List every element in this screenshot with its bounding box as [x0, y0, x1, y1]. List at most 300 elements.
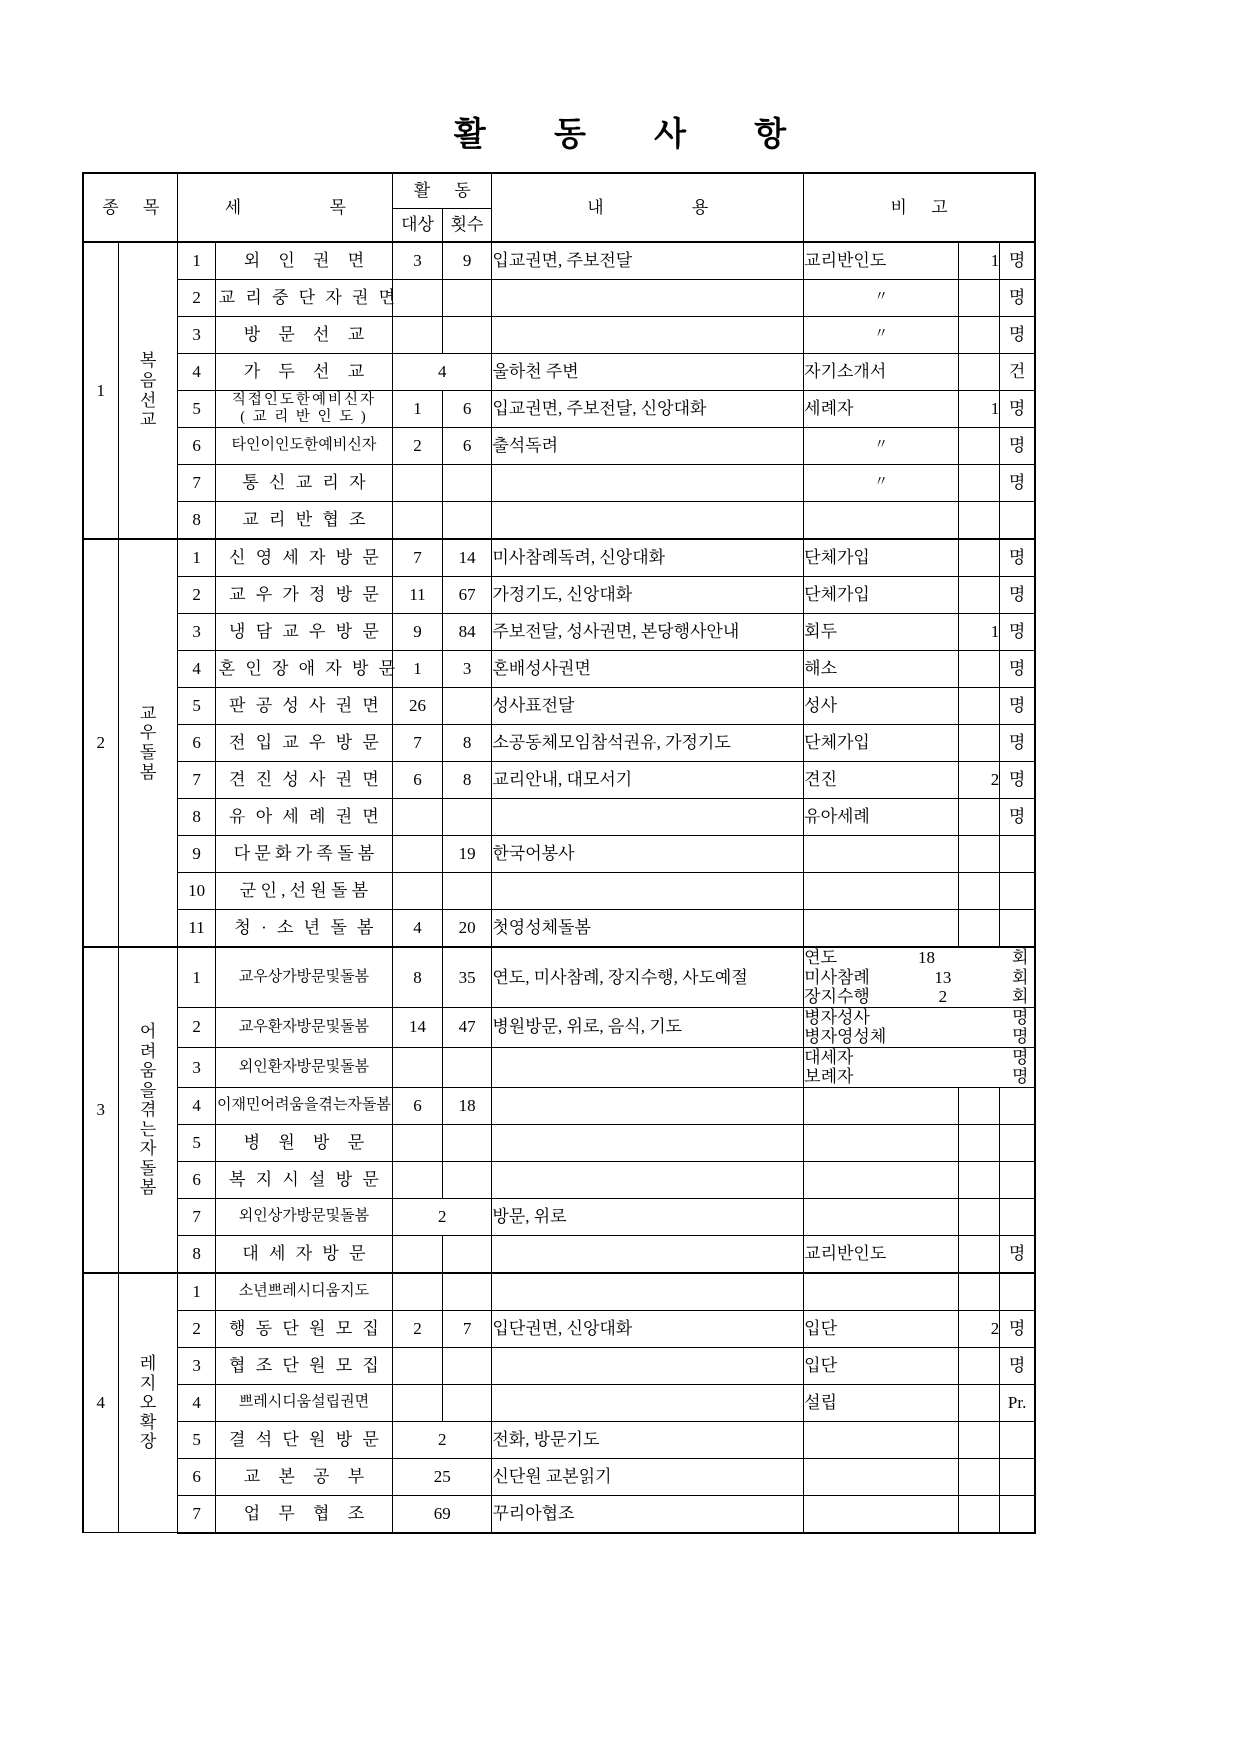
- row-number: 1: [178, 539, 215, 577]
- table-row: [83, 836, 1035, 873]
- row-content: 가정기도, 신앙대화: [492, 577, 804, 614]
- row-number: 2: [178, 1310, 215, 1347]
- table-row: [83, 1235, 1035, 1273]
- row-activity-target: [393, 280, 443, 317]
- row-remarks: 대세자 명 보례자 명: [804, 1047, 1035, 1087]
- row-content: 신단원 교본읽기: [492, 1458, 804, 1495]
- row-remarks-label: 세례자: [804, 391, 959, 428]
- row-remarks-unit: [1000, 502, 1035, 540]
- row-activity-count: [442, 1047, 492, 1087]
- row-remarks-unit: 명: [1000, 799, 1035, 836]
- row-remarks-label: 성사: [804, 688, 959, 725]
- row-activity-target: 7: [393, 539, 443, 577]
- table-row: [83, 1421, 1035, 1458]
- row-activity-count: 20: [442, 910, 492, 948]
- table-row: [83, 1347, 1035, 1384]
- row-number: 5: [178, 1124, 215, 1161]
- row-number: 5: [178, 391, 215, 428]
- row-remarks-label: [804, 1458, 959, 1495]
- row-content: 전화, 방문기도: [492, 1421, 804, 1458]
- row-item: 행 동 단 원 모 집: [215, 1310, 393, 1347]
- row-item: 외인상가방문및돌봄: [215, 1198, 393, 1235]
- row-activity-target: 1: [393, 651, 443, 688]
- row-item: 신 영 세 자 방 문: [215, 539, 393, 577]
- row-content: [492, 1273, 804, 1311]
- row-content: 입단권면, 신앙대화: [492, 1310, 804, 1347]
- row-remarks-number: [959, 1198, 1000, 1235]
- row-remarks-number: [959, 1384, 1000, 1421]
- row-remarks-label: 입단: [804, 1310, 959, 1347]
- row-activity-target: [393, 799, 443, 836]
- row-item: 교 본 공 부: [215, 1458, 393, 1495]
- row-activity-count: 35: [442, 947, 492, 1007]
- row-item: 복 지 시 설 방 문: [215, 1161, 393, 1198]
- row-content: [492, 1384, 804, 1421]
- table-row: [83, 1047, 1035, 1087]
- table-row: [83, 1495, 1035, 1533]
- row-remarks-number: [959, 1495, 1000, 1533]
- row-activity-count: [442, 502, 492, 540]
- row-number: 8: [178, 502, 215, 540]
- row-content: [492, 280, 804, 317]
- row-remarks-number: 1: [959, 391, 1000, 428]
- table-row: [83, 242, 1035, 280]
- table-row: [83, 1310, 1035, 1347]
- header-subitem: 세 목: [178, 173, 393, 242]
- row-item: 냉 담 교 우 방 문: [215, 614, 393, 651]
- row-item: 협 조 단 원 모 집: [215, 1347, 393, 1384]
- table-row: [83, 799, 1035, 836]
- row-activity-count: [442, 799, 492, 836]
- row-item: 병 원 방 문: [215, 1124, 393, 1161]
- row-content: [492, 502, 804, 540]
- table-row: [83, 1198, 1035, 1235]
- table-row: [83, 539, 1035, 577]
- row-remarks-number: [959, 502, 1000, 540]
- row-content: 입교권면, 주보전달, 신앙대화: [492, 391, 804, 428]
- row-activity-count: [442, 465, 492, 502]
- row-activity-target: [393, 317, 443, 354]
- row-activity-target: 8: [393, 947, 443, 1007]
- row-activity-count: 14: [442, 539, 492, 577]
- table-row: [83, 1273, 1035, 1311]
- row-remarks-unit: 명: [1000, 1235, 1035, 1273]
- row-activity-target: 4: [393, 910, 443, 948]
- section-name: 교 우 돌 봄: [118, 539, 178, 947]
- row-content: 연도, 미사참례, 장지수행, 사도예절: [492, 947, 804, 1007]
- row-activity-total: 2: [393, 1421, 492, 1458]
- row-remarks-label: [804, 1124, 959, 1161]
- row-remarks-number: 1: [959, 614, 1000, 651]
- row-number: 8: [178, 1235, 215, 1273]
- row-remarks-unit: 명: [1000, 539, 1035, 577]
- row-remarks: 연도 18 회 미사참례 13 회 장지수행 2 회: [804, 947, 1035, 1007]
- row-content: 교리안내, 대모서기: [492, 762, 804, 799]
- row-number: 6: [178, 1161, 215, 1198]
- row-remarks-number: [959, 354, 1000, 391]
- row-content: 방문, 위로: [492, 1198, 804, 1235]
- row-remarks-number: [959, 799, 1000, 836]
- row-item: 외 인 권 면: [215, 242, 393, 280]
- row-activity-total: 4: [393, 354, 492, 391]
- header-activity: 활 동: [393, 173, 492, 209]
- row-item: 방 문 선 교: [215, 317, 393, 354]
- row-number: 6: [178, 1458, 215, 1495]
- row-number: 4: [178, 1087, 215, 1124]
- row-item: 쁘레시디움설립권면: [215, 1384, 393, 1421]
- row-remarks-unit: 명: [1000, 762, 1035, 799]
- row-item: 업 무 협 조: [215, 1495, 393, 1533]
- row-content: [492, 1124, 804, 1161]
- row-remarks-label: [804, 1495, 959, 1533]
- table-row: [83, 651, 1035, 688]
- row-activity-target: 14: [393, 1007, 443, 1047]
- row-remarks-label: 회두: [804, 614, 959, 651]
- row-remarks-unit: Pr.: [1000, 1384, 1035, 1421]
- table-row: [83, 391, 1035, 428]
- row-item: 청 · 소 년 돌 봄: [215, 910, 393, 948]
- row-item: 대 세 자 방 문: [215, 1235, 393, 1273]
- row-content: 울하천 주변: [492, 354, 804, 391]
- row-remarks-unit: 명: [1000, 1310, 1035, 1347]
- row-remarks-label: [804, 836, 959, 873]
- table-row: [83, 1007, 1035, 1047]
- row-content: [492, 1087, 804, 1124]
- row-remarks-label: [804, 502, 959, 540]
- row-item: 타인이인도한예비신자: [215, 428, 393, 465]
- row-activity-target: [393, 1161, 443, 1198]
- row-item: 통 신 교 리 자: [215, 465, 393, 502]
- row-activity-target: [393, 465, 443, 502]
- row-remarks-number: [959, 836, 1000, 873]
- row-remarks-number: [959, 1235, 1000, 1273]
- table-row: [83, 725, 1035, 762]
- row-remarks-label: 〃: [804, 280, 959, 317]
- row-content: 소공동체모임참석권유, 가정기도: [492, 725, 804, 762]
- row-number: 2: [178, 280, 215, 317]
- row-remarks-unit: 명: [1000, 577, 1035, 614]
- row-activity-target: 9: [393, 614, 443, 651]
- row-number: 8: [178, 799, 215, 836]
- row-content: 성사표전달: [492, 688, 804, 725]
- row-remarks-label: 단체가입: [804, 539, 959, 577]
- row-remarks: 병자성사 명 병자영성체 명: [804, 1007, 1035, 1047]
- row-activity-target: 1: [393, 391, 443, 428]
- row-activity-target: [393, 1347, 443, 1384]
- row-remarks-unit: 명: [1000, 465, 1035, 502]
- row-remarks-unit: [1000, 910, 1035, 948]
- row-activity-count: [442, 1384, 492, 1421]
- row-remarks-label: 견진: [804, 762, 959, 799]
- row-content: 첫영성체돌봄: [492, 910, 804, 948]
- row-number: 5: [178, 688, 215, 725]
- page-title: 활 동 사 항: [453, 117, 817, 153]
- table-row: [83, 1087, 1035, 1124]
- row-remarks-unit: [1000, 1198, 1035, 1235]
- row-activity-target: 7: [393, 725, 443, 762]
- row-content: [492, 1047, 804, 1087]
- row-remarks-number: [959, 910, 1000, 948]
- table-row: [83, 502, 1035, 540]
- row-number: 4: [178, 651, 215, 688]
- row-remarks-unit: [1000, 836, 1035, 873]
- table-row: [83, 465, 1035, 502]
- table-row: [83, 280, 1035, 317]
- row-remarks-label: 입단: [804, 1347, 959, 1384]
- row-activity-count: 84: [442, 614, 492, 651]
- row-remarks-unit: 명: [1000, 242, 1035, 280]
- row-remarks-label: 교리반인도: [804, 1235, 959, 1273]
- row-activity-target: [393, 1235, 443, 1273]
- row-number: 3: [178, 1047, 215, 1087]
- row-activity-count: 19: [442, 836, 492, 873]
- row-number: 1: [178, 242, 215, 280]
- row-remarks-number: 2: [959, 762, 1000, 799]
- row-remarks-label: [804, 1421, 959, 1458]
- row-activity-count: 8: [442, 725, 492, 762]
- row-activity-count: 3: [442, 651, 492, 688]
- row-remarks-label: [804, 1273, 959, 1311]
- row-item: 교우환자방문및돌봄: [215, 1007, 393, 1047]
- row-activity-count: [442, 873, 492, 910]
- row-activity-count: 8: [442, 762, 492, 799]
- row-activity-count: [442, 1235, 492, 1273]
- header-category: 종 목: [83, 173, 178, 242]
- row-content: 입교권면, 주보전달: [492, 242, 804, 280]
- row-activity-count: 67: [442, 577, 492, 614]
- row-activity-count: 6: [442, 428, 492, 465]
- row-content: 출석독려: [492, 428, 804, 465]
- row-item: 다 문 화 가 족 돌 봄: [215, 836, 393, 873]
- row-remarks-number: [959, 1161, 1000, 1198]
- row-activity-target: 2: [393, 1310, 443, 1347]
- row-remarks-unit: 건: [1000, 354, 1035, 391]
- row-activity-target: 6: [393, 1087, 443, 1124]
- row-number: 3: [178, 1347, 215, 1384]
- row-remarks-number: 2: [959, 1310, 1000, 1347]
- row-item: 혼 인 장 애 자 방 문: [215, 651, 393, 688]
- row-activity-target: [393, 1273, 443, 1311]
- row-item: 소년쁘레시디움지도: [215, 1273, 393, 1311]
- row-remarks-label: [804, 873, 959, 910]
- row-activity-count: 18: [442, 1087, 492, 1124]
- row-remarks-label: 단체가입: [804, 577, 959, 614]
- row-number: 4: [178, 1384, 215, 1421]
- row-activity-count: 47: [442, 1007, 492, 1047]
- row-remarks-unit: [1000, 1421, 1035, 1458]
- row-remarks-number: [959, 688, 1000, 725]
- row-activity-target: [393, 836, 443, 873]
- table-row: [83, 1161, 1035, 1198]
- row-remarks-unit: 명: [1000, 651, 1035, 688]
- row-remarks-number: [959, 725, 1000, 762]
- row-item: 직접인도한예비신자 ( 교 리 반 인 도 ): [215, 391, 393, 428]
- activity-table: [82, 172, 1036, 1534]
- row-activity-count: [442, 1124, 492, 1161]
- row-remarks-number: [959, 577, 1000, 614]
- row-activity-count: 7: [442, 1310, 492, 1347]
- table-row: [83, 577, 1035, 614]
- row-activity-total: 69: [393, 1495, 492, 1533]
- row-remarks-unit: 명: [1000, 317, 1035, 354]
- row-remarks-unit: 명: [1000, 725, 1035, 762]
- row-number: 6: [178, 725, 215, 762]
- row-content: [492, 465, 804, 502]
- row-remarks-number: [959, 539, 1000, 577]
- section-number: 3: [83, 947, 118, 1273]
- header-activity-target: 대상: [393, 209, 443, 243]
- section-number: 4: [83, 1273, 118, 1533]
- header-remarks: 비 고: [804, 173, 1035, 242]
- row-remarks-label: 자기소개서: [804, 354, 959, 391]
- row-activity-target: [393, 1124, 443, 1161]
- row-activity-target: 6: [393, 762, 443, 799]
- row-remarks-number: [959, 1458, 1000, 1495]
- row-remarks-unit: 명: [1000, 688, 1035, 725]
- row-remarks-label: 〃: [804, 428, 959, 465]
- row-number: 11: [178, 910, 215, 948]
- row-number: 2: [178, 577, 215, 614]
- row-content: 꾸리아협조: [492, 1495, 804, 1533]
- row-item: 유 아 세 례 권 면: [215, 799, 393, 836]
- row-content: [492, 873, 804, 910]
- table-row: [83, 317, 1035, 354]
- row-number: 7: [178, 465, 215, 502]
- row-remarks-number: [959, 465, 1000, 502]
- row-remarks-number: [959, 651, 1000, 688]
- row-content: 주보전달, 성사권면, 본당행사안내: [492, 614, 804, 651]
- row-content: [492, 1347, 804, 1384]
- table-row: [83, 873, 1035, 910]
- row-content: [492, 317, 804, 354]
- row-remarks-number: [959, 873, 1000, 910]
- row-remarks-label: 단체가입: [804, 725, 959, 762]
- row-remarks-unit: 명: [1000, 428, 1035, 465]
- row-remarks-label: 설립: [804, 1384, 959, 1421]
- row-activity-target: 3: [393, 242, 443, 280]
- row-remarks-label: [804, 910, 959, 948]
- row-activity-count: [442, 1347, 492, 1384]
- row-activity-count: [442, 317, 492, 354]
- row-activity-count: 6: [442, 391, 492, 428]
- table-row: [83, 1384, 1035, 1421]
- row-activity-count: [442, 1161, 492, 1198]
- row-remarks-unit: [1000, 1495, 1035, 1533]
- table-row: [83, 947, 1035, 1007]
- row-content: [492, 799, 804, 836]
- row-number: 3: [178, 614, 215, 651]
- row-number: 1: [178, 1273, 215, 1311]
- table-row: [83, 688, 1035, 725]
- row-remarks-label: 유아세례: [804, 799, 959, 836]
- row-number: 2: [178, 1007, 215, 1047]
- table-row: [83, 354, 1035, 391]
- row-number: 7: [178, 1495, 215, 1533]
- row-item: 결 석 단 원 방 문: [215, 1421, 393, 1458]
- section-number: 2: [83, 539, 118, 947]
- row-content: 혼배성사권면: [492, 651, 804, 688]
- row-item: 외인환자방문및돌봄: [215, 1047, 393, 1087]
- row-content: 병원방문, 위로, 음식, 기도: [492, 1007, 804, 1047]
- row-remarks-unit: 명: [1000, 391, 1035, 428]
- section-name: 레 지 오 확 장: [118, 1273, 178, 1533]
- row-remarks-label: 〃: [804, 465, 959, 502]
- row-number: 3: [178, 317, 215, 354]
- row-remarks-label: 교리반인도: [804, 242, 959, 280]
- row-activity-target: 11: [393, 577, 443, 614]
- row-activity-count: [442, 688, 492, 725]
- row-remarks-number: [959, 280, 1000, 317]
- row-remarks-label: [804, 1087, 959, 1124]
- table-row: [83, 614, 1035, 651]
- row-remarks-number: [959, 1347, 1000, 1384]
- row-activity-target: [393, 1047, 443, 1087]
- row-remarks-number: [959, 1421, 1000, 1458]
- row-remarks-label: [804, 1198, 959, 1235]
- table-row: [83, 1124, 1035, 1161]
- row-remarks-unit: 명: [1000, 614, 1035, 651]
- row-remarks-unit: [1000, 873, 1035, 910]
- row-remarks-number: [959, 1087, 1000, 1124]
- row-item: 전 입 교 우 방 문: [215, 725, 393, 762]
- row-remarks-unit: [1000, 1124, 1035, 1161]
- table-header: [83, 173, 1035, 242]
- row-number: 5: [178, 1421, 215, 1458]
- header-activity-count: 횟수: [442, 209, 492, 243]
- row-item: 이재민어려움을겪는자돌봄: [215, 1087, 393, 1124]
- table-row: [83, 910, 1035, 948]
- row-remarks-unit: [1000, 1458, 1035, 1495]
- row-number: 9: [178, 836, 215, 873]
- row-number: 6: [178, 428, 215, 465]
- row-activity-total: 2: [393, 1198, 492, 1235]
- row-item: 교 리 반 협 조: [215, 502, 393, 540]
- table-row: [83, 762, 1035, 799]
- row-number: 1: [178, 947, 215, 1007]
- row-remarks-unit: [1000, 1161, 1035, 1198]
- row-remarks-unit: [1000, 1087, 1035, 1124]
- row-number: 10: [178, 873, 215, 910]
- row-remarks-unit: 명: [1000, 280, 1035, 317]
- row-content: 한국어봉사: [492, 836, 804, 873]
- section-name: 어 려 움 을 겪 는 자 돌 봄: [118, 947, 178, 1273]
- row-remarks-unit: 명: [1000, 1347, 1035, 1384]
- table-row: [83, 1458, 1035, 1495]
- row-remarks-number: [959, 1273, 1000, 1311]
- header-content: 내 용: [492, 173, 804, 242]
- row-activity-count: [442, 280, 492, 317]
- row-item: 판 공 성 사 권 면: [215, 688, 393, 725]
- table-row: [83, 428, 1035, 465]
- row-remarks-unit: [1000, 1273, 1035, 1311]
- row-content: 미사참례독려, 신앙대화: [492, 539, 804, 577]
- row-item: 교 우 가 정 방 문: [215, 577, 393, 614]
- row-content: [492, 1235, 804, 1273]
- row-number: 7: [178, 1198, 215, 1235]
- row-activity-target: [393, 502, 443, 540]
- row-activity-total: 25: [393, 1458, 492, 1495]
- row-activity-target: [393, 873, 443, 910]
- section-name: 복 음 선 교: [118, 242, 178, 539]
- row-remarks-label: 해소: [804, 651, 959, 688]
- row-number: 4: [178, 354, 215, 391]
- row-remarks-label: [804, 1161, 959, 1198]
- row-item: 교우상가방문및돌봄: [215, 947, 393, 1007]
- row-item: 교 리 중 단 자 권 면: [215, 280, 393, 317]
- row-remarks-number: [959, 317, 1000, 354]
- row-item: 군 인 , 선 원 돌 봄: [215, 873, 393, 910]
- row-remarks-number: [959, 1124, 1000, 1161]
